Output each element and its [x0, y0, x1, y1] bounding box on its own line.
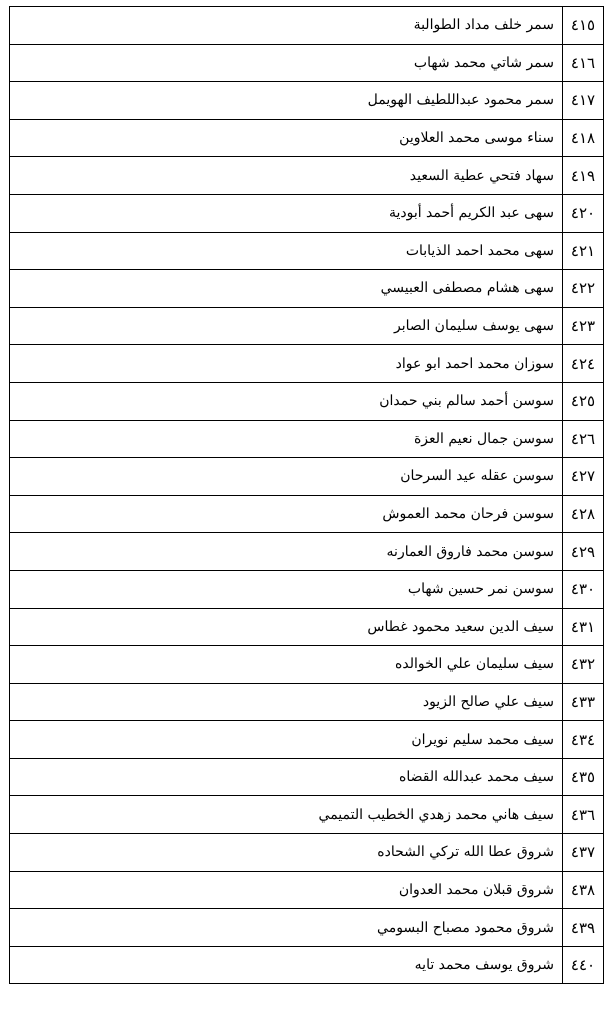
table-row — [10, 458, 604, 496]
table-row — [10, 608, 604, 646]
table-row — [10, 758, 604, 796]
row-number-cell: ٤١٦ — [563, 44, 604, 82]
name-cell: سوسن عقله عيد السرحان — [10, 458, 563, 496]
row-number-cell: ٤٢٤ — [563, 345, 604, 383]
name-cell: سهى يوسف سليمان الصابر — [10, 307, 563, 345]
table-row — [10, 834, 604, 872]
row-number-cell: ٤٢٣ — [563, 307, 604, 345]
table-row — [10, 946, 604, 984]
name-cell: سوسن أحمد سالم بني حمدان — [10, 382, 563, 420]
name-cell: سوسن نمر حسين شهاب — [10, 570, 563, 608]
table-row — [10, 7, 604, 45]
row-number-cell: ٤٣٩ — [563, 909, 604, 947]
table-row — [10, 683, 604, 721]
table-row — [10, 307, 604, 345]
name-cell: سمر شاتي محمد شهاب — [10, 44, 563, 82]
row-number-cell: ٤٢١ — [563, 232, 604, 270]
name-cell: شروق يوسف محمد تايه — [10, 946, 563, 984]
row-number-cell: ٤٣٥ — [563, 758, 604, 796]
name-cell: سيف علي صالح الزيود — [10, 683, 563, 721]
name-cell: سيف محمد سليم نويران — [10, 721, 563, 759]
names-table-body — [10, 7, 604, 984]
row-number-cell: ٤١٧ — [563, 82, 604, 120]
row-number-cell: ٤٣٦ — [563, 796, 604, 834]
name-cell: سيف هاني محمد زهدي الخطيب التميمي — [10, 796, 563, 834]
row-number-cell: ٤١٩ — [563, 157, 604, 195]
name-cell: سهى عبد الكريم أحمد أبودية — [10, 194, 563, 232]
name-cell: سيف الدين سعيد محمود غطاس — [10, 608, 563, 646]
table-row — [10, 270, 604, 308]
table-row — [10, 82, 604, 120]
name-cell: سناء موسى محمد العلاوين — [10, 119, 563, 157]
table-row — [10, 909, 604, 947]
table-row — [10, 721, 604, 759]
name-cell: سوزان محمد احمد ابو عواد — [10, 345, 563, 383]
row-number-cell: ٤٣٤ — [563, 721, 604, 759]
name-cell: شروق عطا الله تركي الشحاده — [10, 834, 563, 872]
row-number-cell: ٤٢٨ — [563, 495, 604, 533]
row-number-cell: ٤٣١ — [563, 608, 604, 646]
table-row — [10, 570, 604, 608]
name-cell: سهى هشام مصطفى العبيسي — [10, 270, 563, 308]
row-number-cell: ٤١٨ — [563, 119, 604, 157]
row-number-cell: ٤٣٧ — [563, 834, 604, 872]
row-number-cell: ٤٤٠ — [563, 946, 604, 984]
name-cell: سهاد فتحي عطية السعيد — [10, 157, 563, 195]
row-number-cell: ٤٢٧ — [563, 458, 604, 496]
table-row — [10, 119, 604, 157]
name-cell: سوسن جمال نعيم العزة — [10, 420, 563, 458]
name-cell: سيف سليمان علي الخوالده — [10, 646, 563, 684]
row-number-cell: ٤٢٢ — [563, 270, 604, 308]
row-number-cell: ٤٣٢ — [563, 646, 604, 684]
row-number-cell: ٤٢٦ — [563, 420, 604, 458]
table-row — [10, 420, 604, 458]
names-table — [9, 6, 604, 984]
name-cell: سوسن فرحان محمد العموش — [10, 495, 563, 533]
table-row — [10, 495, 604, 533]
name-cell: شروق قبلان محمد العدوان — [10, 871, 563, 909]
table-row — [10, 232, 604, 270]
row-number-cell: ٤٣٣ — [563, 683, 604, 721]
table-row — [10, 44, 604, 82]
table-row — [10, 382, 604, 420]
name-cell: سمر خلف مداد الطوالبة — [10, 7, 563, 45]
table-row — [10, 871, 604, 909]
row-number-cell: ٤٣٨ — [563, 871, 604, 909]
row-number-cell: ٤١٥ — [563, 7, 604, 45]
table-row — [10, 345, 604, 383]
name-cell: سوسن محمد فاروق العمارنه — [10, 533, 563, 571]
row-number-cell: ٤٣٠ — [563, 570, 604, 608]
name-cell: سيف محمد عبدالله القضاه — [10, 758, 563, 796]
table-row — [10, 157, 604, 195]
name-cell: سهى محمد احمد الذيابات — [10, 232, 563, 270]
name-cell: سمر محمود عبداللطيف الهويمل — [10, 82, 563, 120]
name-cell: شروق محمود مصباح البسومي — [10, 909, 563, 947]
row-number-cell: ٤٢٩ — [563, 533, 604, 571]
table-row — [10, 533, 604, 571]
table-row — [10, 194, 604, 232]
row-number-cell: ٤٢٠ — [563, 194, 604, 232]
table-row — [10, 796, 604, 834]
row-number-cell: ٤٢٥ — [563, 382, 604, 420]
table-row — [10, 646, 604, 684]
